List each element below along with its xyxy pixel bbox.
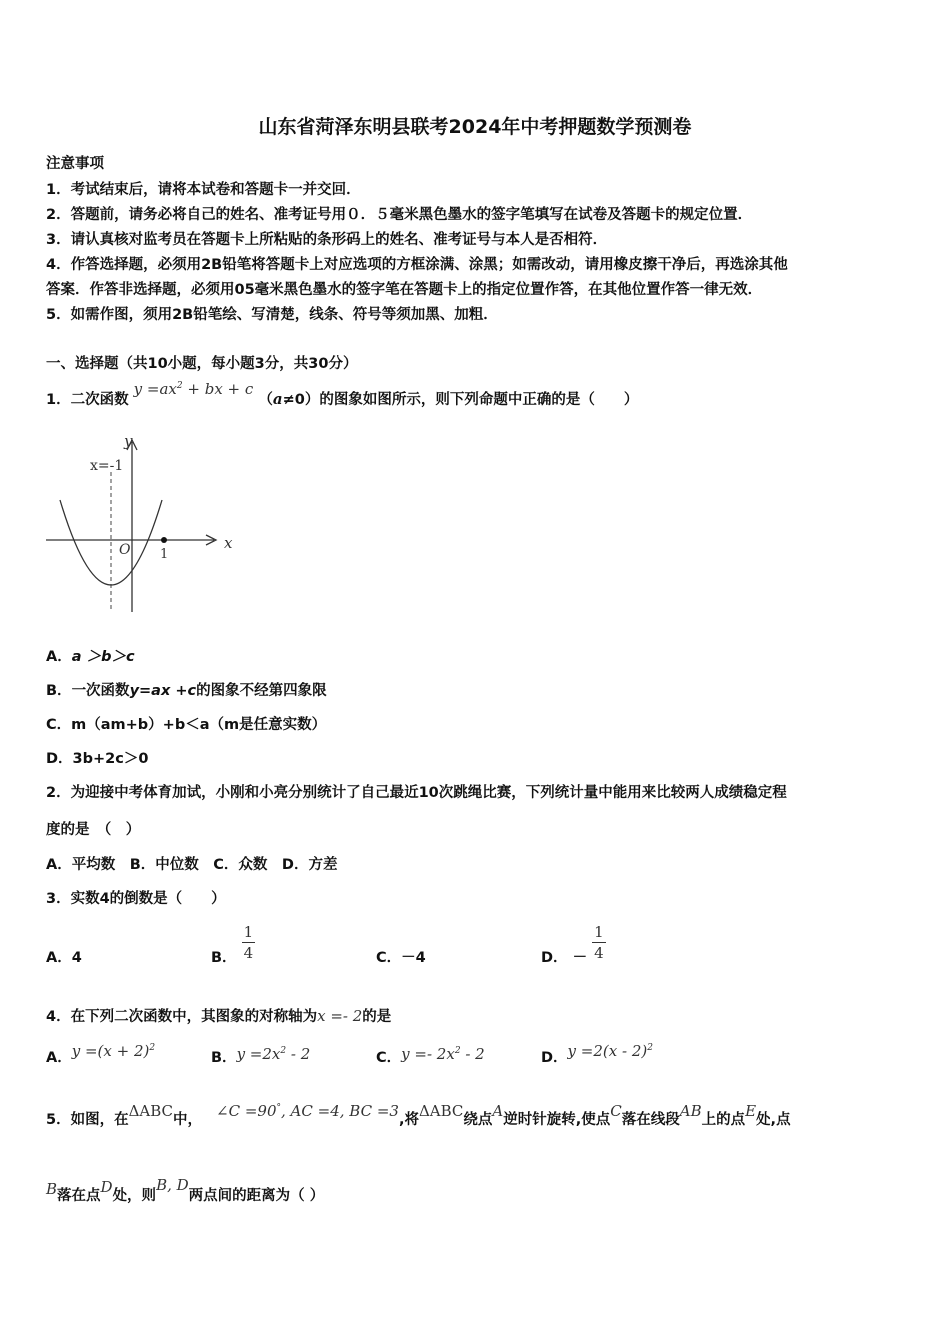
option-c[interactable]: C．$y =- 2x^2 - 2$ <box>376 1045 485 1066</box>
symmetry-label: x=-1 <box>90 458 124 474</box>
parabola-graph <box>44 432 244 622</box>
fraction: $\frac{1}{4}$ <box>594 923 604 962</box>
question-5-stem-cont: B落在点D处，则B, D两点间的距离为（ ） <box>46 1176 325 1204</box>
section-heading: 一、选择题（共10小题，每小题3分，共30分） <box>46 356 358 372</box>
question-1-stem: 1．二次函数 $y =ax^2$ + bx + c （a≠0）的图象如图所示，则下列命题中正确的是（ ） <box>46 380 639 408</box>
option-b[interactable]: B．$y =2x^2 - 2$ <box>211 1045 311 1066</box>
option-b[interactable]: B．一次函数y=ax +c的图象不经第四象限 <box>46 683 327 699</box>
formula: $y =ax^2$ + bx + c <box>133 380 254 398</box>
y-axis-label: y <box>124 432 133 450</box>
notice-item: 答案．作答非选择题，必须用05毫米黑色墨水的签字笔在答题卡上的指定位置作答，在其他位置作答一律无效． <box>46 282 763 298</box>
option-d[interactable]: D．y =2(x - 2)$^2$ <box>541 1042 653 1066</box>
notice-item: 1．考试结束后，请将本试卷和答题卡一并交回． <box>46 182 361 198</box>
option-d[interactable]: D． － $\frac{1}{4}$ <box>541 923 604 966</box>
option-c[interactable]: C．－4 <box>376 950 426 966</box>
x-axis-label: x <box>224 534 233 552</box>
question-4-stem: 4．在下列二次函数中，其图象的对称轴为x =- 2的是 <box>46 1007 392 1025</box>
point-one <box>161 537 167 543</box>
question-2-stem-cont: 度的是 （ ） <box>46 822 141 838</box>
notice-item: 2．答题前，请务必将自己的姓名、准考证号用０．５毫米黑色墨水的签字笔填写在试卷及答题卡的规定位置． <box>46 207 753 223</box>
point-label: 1 <box>160 547 169 562</box>
page-title: 山东省菏泽东明县联考2024年中考押题数学预测卷 <box>258 116 692 138</box>
origin-label: O <box>119 542 131 558</box>
option-a[interactable]: A．a ＞b＞c <box>46 649 135 665</box>
option-d[interactable]: D．3b+2c＞0 <box>46 751 149 767</box>
option-a[interactable]: A．4 <box>46 950 82 966</box>
option-b[interactable]: B． $\frac{1}{4}$ <box>211 923 254 966</box>
question-2-stem: 2．为迎接中考体育加试，小刚和小亮分别统计了自己最近10次跳绳比赛，下列统计量中能用来比较两人成绩稳定程 <box>46 785 787 801</box>
option-c[interactable]: C．m（am+b）+b＜a（m是任意实数） <box>46 717 327 733</box>
fraction: $\frac{1}{4}$ <box>243 923 254 962</box>
notice-item: 5．如需作图，须用2B铅笔绘、写清楚，线条、符号等须加黑、加粗． <box>46 307 498 323</box>
question-5-stem: 5．如图，在ΔABC中， ∠C =90°, AC =4, BC =3,将ΔABC绕点A逆时针旋转,使点C落在线段AB上的点E处,点 <box>46 1102 791 1128</box>
notice-item: 3．请认真核对监考员在答题卡上所粘贴的条形码上的姓名、准考证号与本人是否相符． <box>46 232 608 248</box>
notice-heading: 注意事项 <box>46 156 104 172</box>
notice-item: 4．作答选择题，必须用2B铅笔将答题卡上对应选项的方框涂满、涂黑；如需改动，请用橡皮擦干净后，再选涂其他 <box>46 257 788 273</box>
question-3-stem: 3．实数4的倒数是（ ） <box>46 891 226 907</box>
option-a[interactable]: A．$y =(x + 2)^2$ <box>46 1042 156 1066</box>
question-2-options[interactable]: A．平均数 B．中位数 C．众数 D．方差 <box>46 857 338 873</box>
